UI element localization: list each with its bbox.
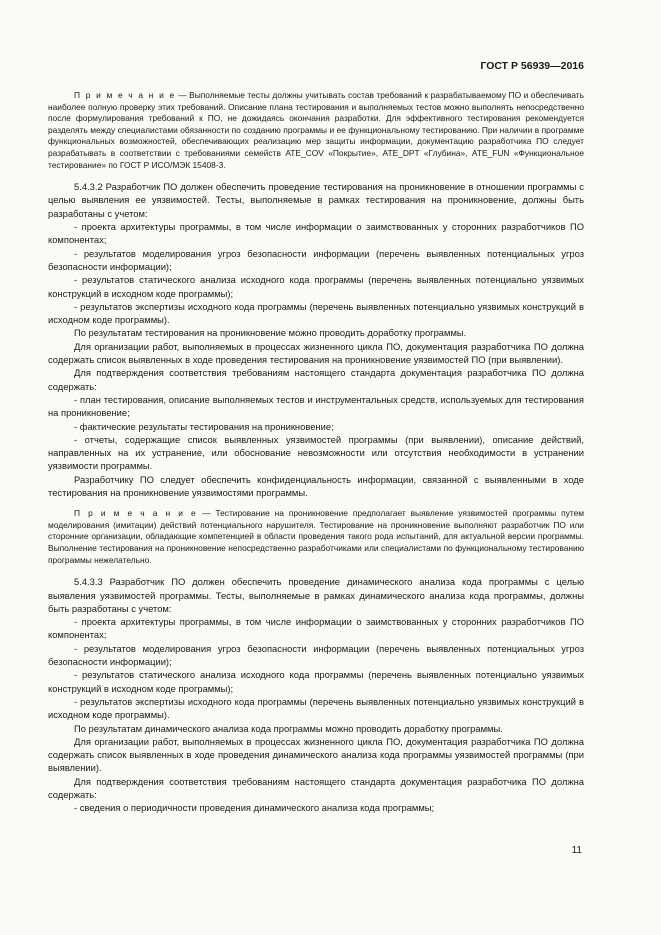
- list-item: - сведения о периодичности проведения динамического анализа кода программы;: [74, 802, 435, 814]
- standard-header: ГОСТ Р 56939—2016: [480, 60, 584, 72]
- paragraph: Для организации работ, выполняемых в процессах жизненного цикла ПО, документация разработчика ПО должна содержать список выявленных в ходе проведения динамического анализа кода программы уязвимостей программы (при выявлении).: [48, 735, 584, 774]
- list-item: - результатов статического анализа исходного кода программы (перечень выявленных потенциально уязвимых конструкций в исходном коде программы);: [48, 669, 584, 694]
- paragraph: Разработчику ПО следует обеспечить конфиденциальность информации, связанной с выявленными в ходе тестирования на проникновение уязвимостями программы.: [48, 473, 584, 498]
- list-item: - фактические результаты тестирования на проникновение;: [74, 420, 334, 432]
- note-label: П р и м е ч а н и е: [74, 508, 198, 519]
- list-item: - отчеты, содержащие список выявленных уязвимостей программы (при выявлении), описание действий, направленных на их устранение, или обоснование невозможности или отсутствия необходимости в устранении уязвимости программы.: [48, 433, 584, 472]
- list-item: - результатов статического анализа исходного кода программы (перечень выявленных потенциально уязвимых конструкций в исходном коде программы);: [48, 274, 584, 299]
- paragraph: Для подтверждения соответствия требованиям настоящего стандарта документация разработчика ПО должна содержать:: [48, 775, 584, 800]
- list-item: - проекта архитектуры программы, в том числе информации о заимствованных у сторонних разработчиков ПО компонентах;: [48, 616, 584, 641]
- page-number: 11: [571, 845, 582, 856]
- note-text: — Выполняемые тесты должны учитывать состав требований к разрабатываемому ПО и обеспечивать наиболее полную проверку этих требований. Описание плана тестирования и выполняемых тестов можно выполнять непосредственно после формулирования требований к ПО, не дожидаясь окончания разработки. Для эффективного тестирования рекомендуется разделять между специалистами обязанности по созданию программы и ее функциональному тестированию. При наличии в программе функциональных возможностей, обеспечивающих реализацию мер защиты информации, документацию разработчика ПО следует разрабатывать в соответствии с требованиями семейств ATE_COV «Покрытие», ATE_DPT «Глубина», ATE_FUN «Функциональное тестирование» по ГОСТ Р ИСО/МЭК 15408-3.: [48, 90, 584, 170]
- paragraph: По результатам тестирования на проникновение можно проводить доработку программы.: [74, 327, 467, 339]
- list-item: - результатов моделирования угроз безопасности информации (перечень выявленных потенциальных угроз безопасности информации);: [48, 247, 584, 272]
- list-item: - план тестирования, описание выполняемых тестов и инструментальных средств, используемых для тестирования на проникновение;: [48, 393, 584, 419]
- note-penetration-tests: [48, 90, 584, 171]
- clause-5-4-3-3: 5.4.3.3 Разработчик ПО должен обеспечить проведение динамического анализа кода программы с целью выявления уязвимостей программы. Тесты, выполняемые в рамках динамического анализа кода программы, должны быть разработаны с учетом:: [48, 576, 584, 614]
- paragraph: Для подтверждения соответствия требованиям настоящего стандарта документация разработчика ПО должна содержать:: [48, 367, 584, 392]
- list-item: - проекта архитектуры программы, в том числе информации о заимствованных у сторонних разработчиков ПО компонентах;: [48, 221, 584, 246]
- page-content: [48, 90, 584, 815]
- note-label: П р и м е ч а н и е: [74, 90, 176, 100]
- list-item: - результатов моделирования угроз безопасности информации (перечень выявленных потенциальных угроз безопасности информации);: [48, 642, 584, 668]
- list-item: - результатов экспертизы исходного кода программы (перечень выявленных потенциально уязвимых конструкций в исходном коде программы).: [48, 300, 584, 326]
- list-item: - результатов экспертизы исходного кода программы (перечень выявленных потенциально уязвимых конструкций в исходном коде программы).: [48, 695, 584, 721]
- note-text: — Тестирование на проникновение предполагает выявление уязвимостей программы путем моделирования (имитации) действий потенциального нарушителя. Тестирование на проникновение выполняют разработчик ПО или сторонние организации, обладающие компетенцией в области проведения такого рода испытаний, для актуальной версии программы. Выполнение тестирования на проникновение непосредственно разработчиками или специалистами по функциональному тестированию программы нежелательно.: [48, 508, 584, 565]
- note-penetration-definition: [48, 508, 584, 566]
- paragraph: Для организации работ, выполняемых в процессах жизненного цикла ПО, документация разработчика ПО должна содержать список выявленных в ходе проведения тестирования на проникновение уязвимостей ПО (при выявлении).: [48, 340, 584, 366]
- paragraph: По результатам динамического анализа кода программы можно проводить доработку программы.: [74, 722, 503, 734]
- clause-5-4-3-2: 5.4.3.2 Разработчик ПО должен обеспечить проведение тестирования на проникновение в отношении программы с целью выявления ее уязвимостей. Тесты, выполняемые в рамках тестирования на проникновение, должны быть разработаны с учетом:: [48, 181, 584, 219]
